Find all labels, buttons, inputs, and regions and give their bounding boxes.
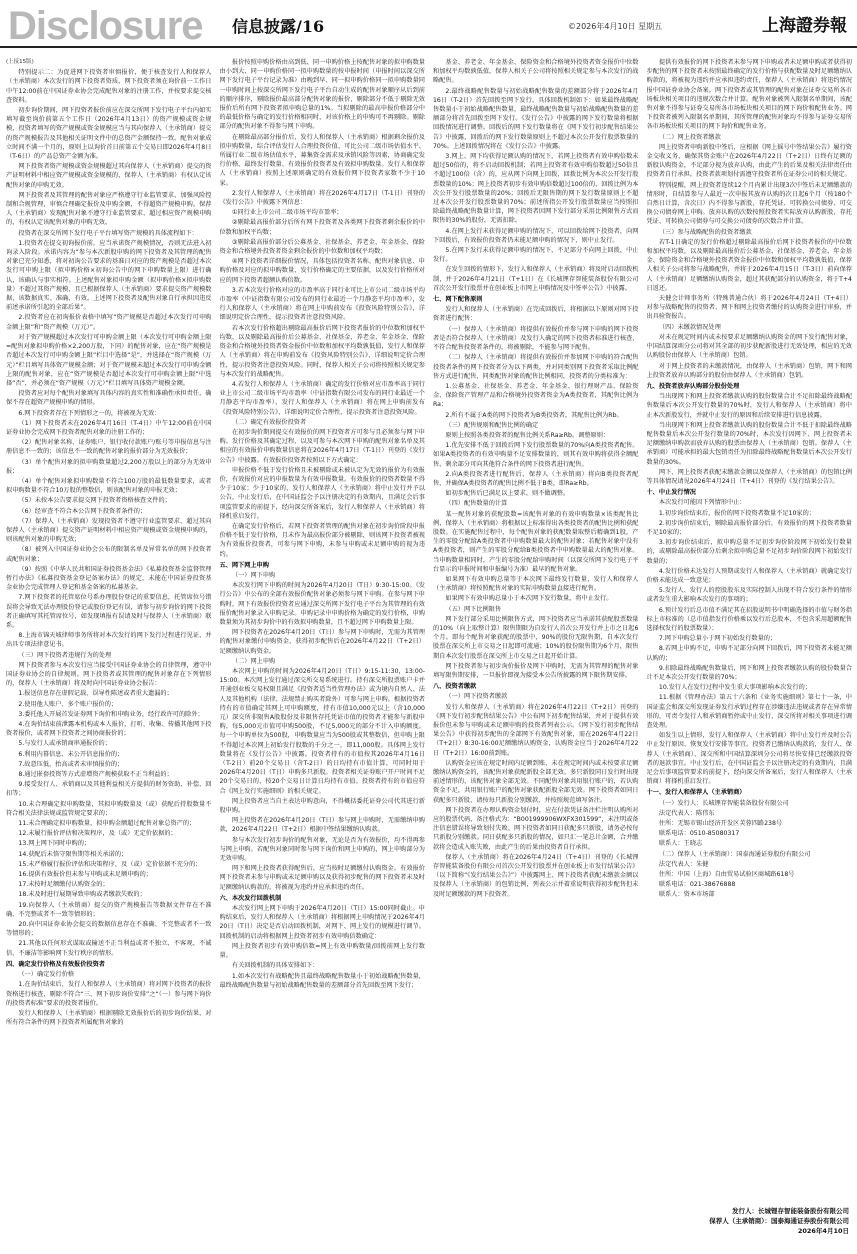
paragraph: 1.报送信息存在虚假记载、误导性陈述或者重大遗漏的；	[18, 690, 173, 698]
paragraph: 法定代表人：陈伟东	[658, 809, 715, 817]
paragraph: （二）网上申购	[231, 657, 276, 665]
paragraph: （7）保荐人（主承销商）发现投资者不遵守行业监管要求，超过其向保荐人（主承销商）提交资产证明材料中相应资产规模或资金规模申购的，则该配售对象的申购无效；	[6, 517, 212, 544]
paragraph: 本次发行网下申购的时间为2026年4月20日（T日）9:30-15:00。《发行公告》中公布的全部有效报价配售对象必须参与网下申购。在参与网下申购时，网下有效报价投资者应通过深交所网下发行电子平台为其管理的有效报价配售对象录入申购记录。申购记录中申购价格为确定的发行价格，申购数量须为其初步询价中的有效拟申购数量，且不超过网下申购数量上限。	[219, 582, 425, 626]
paragraph: 6.预计发行后总市值不满足其在招股说明书中明确选择的市值与财务指标上市标准的（总市值指发行价格乘以发行后总股本，不包含采用超额配售选择权发行的股票数量）；	[646, 606, 852, 632]
paragraph: 原则上按照各类投资者的配售比例关系Ra≥Rb。调整原则：	[445, 431, 610, 439]
paragraph: 特别提示二：为促进网下投资者审慎报价，便于核查发行人和保荐人（主承销商）本次发行的网下投资者资质，网下投资者须在询价前一工作日中午12:00前在中国证券业协会完成配售对象的注册工作，并按要求提交核查资料。	[6, 69, 212, 104]
paragraph: 在初步询价期间提交有效报价的网下投资者方可参与且必须参与网下申购。发行价格及其确定过程，以及可参与本次网下申购的配售对象名单及其相应的有效报价申购数量信息将在2026年4月17日（T-1日）刊登的《发行公告》中披露。有效报价投资者按照以下方式确定：	[219, 428, 425, 464]
paragraph: 19.向保荐人（主承销商）提交的资产规模报告等数据文件存在不准确、不完整或者不一致等情形的；	[6, 901, 212, 918]
paragraph: 联系人：资本市场部	[658, 891, 715, 899]
paragraph: 对于资产规模超过本次发行可申购金额上限（本次发行可申购金额上限=配售对象拟申购价格×2,200万股，下同）的配售对象，应在“资产规模是否超过本次发行可申购金额上限”栏目中选择“是”，并选择在“资产规模（万元）”栏目填写具体资产规模金额；对于资产规模未超过本次发行可申购金额上限的配售对象，应在“资产规模是否超过本次发行可申购金额上限”中选择“否”，并必须在“资产规模（万元）”栏目填写具体资产规模金额。	[6, 333, 212, 387]
paragraph: ②剔除最高报价部分后所有网下投资者及各类网下投资者剩余报价的中位数和加权平均数；	[219, 219, 425, 236]
paragraph: 9.扣除最终战略配售数量后，网下和网上投资者缴款认购的股份数量合计不足本次公开发行数量的70%；	[646, 664, 852, 681]
paragraph: 法定代表人：朱健	[658, 860, 709, 868]
paragraph: 10.未合理确定拟申购数量，其拟申购数量及（或）获配后持股数量不符合相关法律法规或监管规定要求的；	[6, 800, 212, 817]
paragraph: 本次发行网上网下申购于2026年4月20日（T日）15:00同时截止。申购结束后，发行人和保荐人（主承销商）将根据网上申购情况于2026年4月20日（T日）决定是否启动回拨机制，对网下、网上发行的规模进行调节。回拨机制的启动将根据网上投资者初步有效申购倍数确定：	[219, 905, 425, 940]
paragraph: （一）保荐人（主承销商）将提供有效报价并参与网下申购的网下投资者是否符合保荐人（主承销商）及发行人确定的网下投资者标准进行核查，不符合配售投资者条件的，将被剔除，不能参与网下配售。	[433, 325, 639, 352]
paragraph: 2.所有不属于A类的网下投资者为B类投资者，其配售比例为Rb。	[445, 411, 623, 419]
paragraph: 网下和网上投资者获得配售后，应当按时足额缴付认购资金。有效报价网下投资者未参与申购或未足额申购以及获得初步配售的网下投资者未及时足额缴纳认购款的，将被视为违约并应承担违约责任。	[219, 865, 425, 891]
paragraph: 18.未及时进行展期导致申购或者缴款失败的；	[18, 891, 146, 899]
paragraph: 8.上海市锦天城律师事务所将对本次发行的网下发行过程进行见证，并出具专项法律意见书。	[6, 632, 212, 649]
paragraph: （一）发行人：长城锂存智能装备股份有限公司	[658, 799, 789, 807]
paragraph: 4.在询价结束前泄露本机构或本人报价，打听、收集、传播其他网下投资者报价，或者网下投资者之间协商报价的；	[6, 721, 212, 738]
paragraph: 2.投资者应在初询报价表格中填写“资产规模是否超过本次发行可申购金额上限”和“资产规模（万元）”。	[6, 314, 212, 331]
paragraph: 住所：中国（上海）自由贸易试验区商城路618号	[658, 871, 795, 879]
column-2	[220, 58, 426, 1236]
paragraph: 1.公募基金、社保基金、养老金、年金基金、银行理财产品、保险资金、保险资产管理产品和合格境外投资者资金为A类投资者，其配售比例为Ra；	[433, 382, 639, 409]
paragraph: 对于网上投资者的未缴款情况，由保荐人（主承销商）包销，网下和网上投资者放弃认购部分的股份由保荐人（主承销商）包销。	[646, 362, 852, 379]
paragraph: 21.其他以任何形式谋取或输送不正当利益或者不独立、不客观、不诚信、不廉洁等影响网下发行秩序的情形。	[6, 940, 212, 957]
section-heading: 十一、发行人和保荐人（主承销商）	[646, 789, 746, 797]
paragraph: （6）经审查不符合本公告网下投资者条件的；	[18, 507, 147, 515]
paragraph: 投资者应对每个配售对象填写具体内容的真实性和准确性承担责任，确保不存在超资产规模申购的情形。	[6, 390, 212, 407]
paragraph: 基金、养老金、年金基金、保险资金和合格境外投资者资金报价中位数和加权平均数孰低值，保荐人相关子公司将按照相关规定参与本次发行的战略配售。	[433, 59, 639, 85]
paragraph: 网下、网上投资者获配未缴款金额以及保荐人（主承销商）的包销比例等具体情况请见2026年4月24日（T+4日）刊登的《发行结果公告》。	[646, 468, 852, 485]
paragraph: 16.提供有效报价但未参与申购或未足额申购的；	[18, 871, 152, 879]
paragraph: 2.最终战略配售数量与初始战略配售数量的差额部分将于2026年4月16日（T-2日）首先回拨至网下发行，具体回拨机制如下：如果最终战略配售数量小于初始战略配售数量，最终战略配售数量与初始战略配售数量的差额部分将首先回拨至网下发行。《发行公告》中披露的网下发行数量将根据回拨情况进行调整。回拨后的网下发行数量将在《网下发行初步配售结果公告》中披露，回拨后的网下发行数量原则上不超过本次公开发行股票数量的70%。上述回拨情况将在《发行公告》中披露。	[433, 87, 639, 150]
paragraph: 天健会计师事务所（特殊普通合伙）将于2026年4月24日（T+4日）对参与战略配售的投资者、网下和网上投资者缴付的认购资金进行审验，并出具验资报告。	[646, 295, 852, 321]
brand-wordmark: Disclosure	[8, 4, 203, 48]
paragraph: （三）参与战略配售的投资者缴款	[658, 228, 752, 236]
paragraph: ④网下投资者详细报价情况，具体包括投资者名称、配售对象信息、申购价格及对应的拟申购数量、发行价格确定的主要依据，以及发行价格所对应的网下投资者超额认购倍数。	[219, 258, 425, 284]
paragraph: 对未在规定时间内或未按要求足额缴纳认购资金的网下发行配售对象，中国结算深圳分公司将对其全部的初步获配新股进行无效处理，相应的无效认购股份由保荐人（主承销商）包销。	[646, 333, 852, 360]
paragraph: （四）未缴款情况处理	[658, 323, 721, 331]
paragraph: 14.获配后未恪守限售期等相关承诺的；	[18, 850, 128, 858]
paragraph: 网上投资者在2026年4月20日（T日）参与网上申购时，无需缴纳申购款，2026年4月22日（T+2日）根据中签结果缴纳认购款。	[219, 817, 425, 834]
paragraph: 10.发行人在发行过程中发生重大事项影响本次发行的；	[658, 684, 812, 692]
underwriter-signature: 保荐人（主承销商）：国泰海通证券股份有限公司	[709, 1217, 849, 1225]
paragraph: 网下发行部分采用比例限售方式，网下投资者应当承诺其获配股票数量的10%（向上取整计算）限售期限为自发行人首次公开发行并上市之日起6个月。即每个配售对象获配的股票中，90%的股份无限售期，自本次发行股票在深交所上市交易之日起即可流通；10%的股份限售期为6个月，限售期自本次发行股票在深交所上市交易之日起开始计算。	[433, 615, 639, 660]
section-heading: 七、网下配售原则	[433, 296, 483, 304]
paragraph: 4.若发行人和保荐人（主承销商）确定的发行价格对应市盈率高于同行业上市公司二级市场平均市盈率（中证指数有限公司发布的同行业最近一个月静态平均市盈率），发行人和保荐人（主承销商）将在网上申购前发布《投资风险特别公告》，详细说明定价合理性，提示投资者注意投资风险。	[219, 380, 425, 416]
paragraph: 5.发行人、发行人的控股股东及实际控制人出现不符合发行条件的情形或者发生重大影响本次发行的事项的；	[646, 587, 852, 604]
paragraph: （二）保荐人（主承销商）：国泰海通证券股份有限公司	[658, 850, 811, 858]
paragraph: 2.发行人和保荐人（主承销商）将在2026年4月17日（T-1日）刊登的《发行公告》中披露下列信息：	[219, 189, 425, 207]
paragraph: （5）未按本公告要求提交网下投资者资格核查文件的；	[18, 497, 171, 505]
paragraph: （二）确定有效报价投资者	[231, 418, 307, 426]
paragraph: 在剔除最高部分报价后，发行人和保荐人（主承销商）根据剩余报价及拟申购数量，综合评估发行人合理投资价值、可比公司二级市场估值水平、所属行业二级市场估值水平、募集资金需求及承销风险等因素，协商确定发行价格、最终发行数量、有效报价投资者及有效拟申购数量。发行人和保荐人（主承销商）按照上述原则确定的有效报价网下投资者家数不少于10家。	[219, 133, 425, 187]
paragraph: 如发生以上情形，发行人和保荐人（主承销商）将中止发行并及时公告中止发行原因、恢复发行安排等事宜。投资者已缴纳认购款的，发行人、保荐人（主承销商）、深交所和中国结算深圳分公司将尽快安排已经缴款投资者的退款事宜。中止发行后，在中国证监会予以注册决定的有效期内，且满足会后事项监管要求的前提下，经向深交所备案后，发行人和保荐人（主承销商）将择机重启发行。	[646, 732, 852, 786]
column-3	[433, 58, 639, 1236]
paragraph: 8.通过嵌套投资等方式虚增资产规模获取不正当利益的；	[18, 771, 173, 779]
paragraph: 联系电话：0510-85080317	[658, 830, 740, 838]
paragraph: 住所：无锡市锡山经济开发区芙蓉四路238号	[658, 820, 783, 828]
paragraph: 7.网下申购总量小于网下初始发行数量的；	[658, 635, 777, 643]
paragraph: 网下投资者在2026年4月20日（T日）参与网下申购时，无需为其管理的配售对象缴付申购资金，获得初步配售后在2026年4月22日（T+2日）足额缴纳认购资金。	[219, 629, 425, 655]
paragraph: 网下投资者在办理认购资金划付时，应在付款凭证备注栏注明认购所对应的股票代码，备注格式为：“B001999906WXFX301599”，未注明或备注信息错误将导致划付失败。网下投资者如同日获配多只新股，请务必按每只新股分别缴款。同日获配多只新股的情况，如只汇一笔总计金额，合并缴款将会造成入账失败，由此产生的后果由投资者自行承担。	[433, 806, 639, 851]
paragraph: 12.未履行报价评估和决策程序，及（或）无定价依据的；	[18, 830, 177, 838]
paragraph: 联系电话：021-38676888	[658, 881, 736, 889]
paragraph: 本次网上申购的时间为2026年4月20日（T日）9:15-11:30，13:00-15:00。本次网上发行通过深交所交易系统进行。持有深交所股票账户卡并开通创业板交易权限且满足《投资者适当性管理办法》或为境内自然人、法人及其他机构（法律、法规禁止购买者除外）可参与网上申购。根据投资者持有的市值确定其网上可申购额度，持有市值10,000元以上（含10,000元）深交所非限售A股股份及非限售存托凭证市值的投资者才能参与新股申购，每5,000元市值可申购500股，不足5,000元的部分不计入申购额度。每一个申购单位为500股，申购数量应当为500股或其整数倍，但申购上限不得超过本次网上初始发行股数的千分之一，即11,000股。具体网上发行数量将在《发行公告》中披露。投资者持有的市值按其2026年4月16日（T-2日）前20个交易日（含T-2日）的日均持有市值计算，可同时用于2026年4月20日（T日）申购多只新股。投资者相关证券账户开户时间不足20个交易日的，按20个交易日计算日均持有市值。投资者持有的市值应符合《网上发行实施细则》的相关规定。	[219, 668, 425, 795]
section-heading: 五、网下网上申购	[219, 561, 269, 569]
paragraph: 网上投资者应当自主表达申购意向，不得概括委托证券公司代其进行新股申购。	[219, 797, 425, 815]
paragraph: 网下投资者参与本次发行应当接受中国证券业协会的自律管理，遵守中国证券业协会的自律规则。网下投资者或其管理的配售对象存在下列情形的，保荐人（主承销商）将及时向中国证券业协会报告：	[6, 661, 212, 688]
paragraph: （9）按照《中华人民共和国证券投资基金法》《私募投资基金监督管理暂行办法》《私募投资基金登记备案办法》的规定，未能在中国证券投资基金业协会完成管理人登记和基金备案的私募基金。	[6, 565, 212, 592]
paragraph: 参与本次发行初步询价的配售对象，无论是否为有效报价，均不得再参与网上申购。若配售对象同时参与网下询价和网上申购的，网上申购部分为无效申购。	[219, 836, 425, 863]
signature-block	[649, 1206, 849, 1236]
paragraph: 5.与发行人或承销商串通报价的；	[18, 740, 111, 748]
paragraph: 9.接受发行人、承销商以及其他利益相关方提供的财务资助、补偿、回扣等；	[6, 781, 212, 798]
paragraph: 17.未按时足额缴付认购资金的；	[18, 881, 109, 889]
paragraph: 5.在网下发行未获得足额申购的情况下，不足部分不向网上回拨，中止发行。	[433, 247, 639, 264]
paragraph: 若T-1日确定的发行价格超过剔除最高报价后网下投资者报价的中位数和加权平均数，以及剔除最高报价后公募基金、社保基金、养老金、年金基金、保险资金和合格境外投资者资金报价中位数和加权平均数孰低值，保荐人相关子公司将参与战略配售，并将于2026年4月15日（T-3日）前向保荐人（主承销商）足额缴纳认购资金，超过其获配部分的认购资金，将于T+4日返还。	[646, 238, 852, 292]
paragraph: （四）配售数量的计算	[445, 500, 508, 508]
paragraph: 若本次发行价格超出剔除最高报价后网下投资者报价的中位数和加权平均数，以及剔除最高报价后公募基金、社保基金、养老金、年金基金、保险资金和合格境外投资者资金报价中位数和加权平均数孰低值，发行人和保荐人（主承销商）将在申购前发布《投资风险特别公告》，详细说明定价合理性，提示投资者注意投资风险。同时，保荐人相关子公司将按照相关规定参与本次发行的战略配售。	[219, 324, 425, 378]
section-heading: 八、投资者缴款	[433, 683, 477, 691]
paragraph: 保荐人（主承销商）将在2026年4月24日（T+4日）刊登的《长城锂存智能装备股份有限公司首次公开发行股票并在创业板上市发行结果公告》（以下简称“《发行结果公告》”）中披露网上、网下投资者获配未缴款金额以及保荐人（主承销商）的包销比例，列表公示并着重说明获得初步配售但未及时足额缴款的网下投资者。	[433, 853, 639, 898]
paragraph: 11.根据《管理办法》第五十六条和《业务实施细则》第七十一条，中国证监会和深交所发现证券发行承销过程存在涉嫌违法违规或者存在异常情形的，可责令发行人和承销商暂停或中止发行，深交所将对相关事项进行调查处理。	[646, 694, 852, 730]
paragraph: 本次发行可能因下列情形中止：	[658, 499, 746, 507]
paragraph: 如果网下有效申购总量小于本次网下发行数量，将中止发行。	[445, 595, 613, 603]
paragraph: 网上投资者申购新股中签后，应根据《网上摇号中签结果公告》履行资金交收义务，确保其资金账户在2026年4月22日（T+2日）日终有足额的新股认购资金，不足部分视为放弃认购，由此产生的后果及相关法律责任由投资者自行承担。投资者款项划付需遵守投资者所在证券公司的相关规定。	[646, 143, 852, 179]
paragraph: （二）网上投资者缴款	[658, 133, 721, 141]
paragraph: 3.若本次发行价格对应的市盈率高于同行业可比上市公司二级市场平均市盈率（中证指数有限公司发布的同行业最近一个月静态平均市盈率），发行人和保荐人（主承销商）将在网上申购前发布《投资风险特别公告》，详细说明定价合理性，提示投资者注意投资风险。	[219, 286, 425, 322]
section-heading: 六、本次发行回拨机制	[219, 894, 282, 902]
paragraph: 提供有效报价的网下投资者未参与网下申购或者未足额申购或者获得初步配售的网下投资者未按照最终确定的发行价格与获配数量及时足额缴纳认购款的，将被视为违约并应承担违约责任，保荐人（主承销商）将违约情况报中国证券业协会备案。网下投资者或其管理的配售对象在证券交易所各市场板块相关项目的违规次数合并计算。配售对象被列入限制名单期间，该配售对象不得参与证券交易所各市场板块相关项目的网下询价和配售业务。网下投资者被列入限制名单期间，其所管理的配售对象均不得参与证券交易所各市场板块相关项目的网下询价和配售业务。	[646, 59, 852, 131]
article-columns	[6, 58, 852, 1236]
paragraph: 投资者在深交所网下发行电子平台填写资产规模的具体流程如下：	[18, 229, 198, 237]
paragraph: 报价按照申购价格由高到低、同一申购价格上按配售对象的拟申购数量由小到大、同一申购价格同一拟申购数量的按申报时间（申报时间以深交所网下发行电子平台记录为准）由晚到早、同一拟申购价格同一拟申购数量同一申购时间上按深交所网下发行电子平台自动生成的配售对象顺序从后到前的顺序排序，剔除报价最高部分配售对象的报价，剔除部分不低于剔除无效报价后所有网下投资者拟申购总量的1%。当拟剔除的最高申报价格部分中的最低价格与确定的发行价格相同时，对该价格上的申购可不再剔除。剔除部分的配售对象不得参与网下申购。	[219, 59, 425, 131]
paragraph: 2.初步询价结束后，剔除最高报价部分后，有效报价的网下投资者数量不足10家的；	[646, 519, 852, 536]
paragraph: 联系人：王晓志	[658, 840, 703, 848]
paragraph: 7.故意压低、抬高或者未审慎报价的；	[18, 760, 124, 768]
paragraph: （1）网下投资者未在2026年4月16日（T-4日）中午12:00前在中国证券业协会完成网下投资者配售对象的注册工作的；	[6, 419, 212, 436]
paragraph: 6.利用内幕信息、未公开信息报价的；	[18, 750, 124, 758]
paragraph: （五）网下比例限售	[445, 605, 502, 613]
section-heading: 九、投资者放弃认购部分股份处理	[646, 382, 740, 390]
newspaper-logo: 上海證券報	[762, 16, 847, 36]
paragraph: （3）单个配售对象的拟申购数量超过2,200万股以上的部分为无效申报；	[6, 458, 212, 475]
section-heading: 四、确定发行价格及有效报价投资者	[6, 960, 105, 968]
section-title: 信息披露/16	[232, 17, 325, 36]
paragraph: （二）保荐人（主承销商）将提供有效报价并参加网下申购的符合配售投资者条件的网下投资者分为以下两类，并对同类别网下投资者采取比例配售方式进行配售，同类配售对象的配售比例相同，投资者的分类标准为：	[433, 354, 639, 380]
paragraph: 1.优先安排不低于回拨后网下发行股票数量的70%向A类投资者配售。如果A类投资者的有效申购量不足安排数量的，则其有效申购将获得全额配售，剩余部分可向其他符合条件的网下投资者进行配售。	[433, 442, 639, 468]
column-1	[6, 58, 212, 1236]
paragraph: 当出现网下和网上投资者缴款认购的股份数量合计不足扣除最终战略配售数量后本次公开发行数量的70%时，发行人和保荐人（主承销商）将中止本次新股发行，并就中止发行的原因和后续安排进行信息披露。	[646, 393, 852, 419]
paragraph: 3.委托他人开展首发证券网下询价和申购业务，经行政许可的除外；	[18, 710, 204, 718]
paragraph: 在确定发行价格后，若网下投资者管理的配售对象在初步询价阶段申报价格不低于发行价格，且未作为最高报价部分被剔除，则该网下投资者被视为有效报价投资者，可参与网下申购，未参与申购或未足额申购的视为违约。	[219, 522, 425, 558]
paragraph: 20.向中国证券业协会提交的数据信息存在不准确、不完整或者不一致等情形的；	[6, 921, 212, 938]
paragraph: 发行人和保荐人（主承销商）在完成回拨后，将根据以下原则对网下投资者进行配售：	[433, 306, 639, 323]
issuer-signature: 发行人：长城锂存智能装备股份有限公司	[732, 1207, 849, 1215]
paragraph: （三）配售规则和配售比例的确定	[445, 421, 539, 429]
paragraph: 1.如本次发行有战略配售且最终战略配售数量小于初始战略配售数量，最终战略配售数量与初始战略配售数量的差额部分首先回拨至网下发行；	[219, 972, 425, 989]
paragraph: （一）网下申购	[231, 571, 276, 579]
column-4	[647, 58, 853, 1236]
paragraph: (上接15版)	[6, 59, 34, 65]
paragraph: 认购资金应该在规定时间内足额到账，未在规定时间内或未按要求足额缴纳认购资金的，该配售对象获配新股全部无效。多只新股同日发行时出现前述情形的，该配售对象全部无效。不同配售对象共用银行账户的，若认购资金不足，共用银行账户的配售对象获配新股全部无效。网下投资者如同日获配多只新股，请按每只新股分别缴款，并按照规范填写备注。	[433, 759, 639, 804]
signature-date: 2026年4月10日	[797, 1227, 849, 1235]
paragraph: 2.使用他人账户、多个账户报价的；	[18, 700, 118, 708]
paragraph: 8.若网上申购不足，申购不足部分向网下回拨后，网下投资者未能足额认购的；	[646, 645, 852, 662]
paragraph: （2）配售对象名称、证券账户、银行收付款账户/账号等申报信息与注册信息不一致的；该信息不一致的配售对象的报价部分为无效报价；	[6, 439, 212, 456]
paragraph: 网下投资者及其管理的配售对象应严格遵守行业监管要求，加强风险控制和合规管理，审慎合理确定报价及申购金额，不得超资产规模申购。保荐人（主承销商）发现配售对象不遵守行业监管要求、超过相应资产规模申购的，有权认定该配售对象的申购无效。	[6, 191, 212, 227]
masthead	[0, 0, 857, 48]
paragraph: （8）被列入中国证券业协会公布的限制名单及异常名单的网下投资者或配售对象；	[6, 546, 212, 563]
paragraph: ①同行业上市公司二级市场平均市盈率；	[231, 209, 343, 217]
paragraph: 4.发行价格未达发行人预期或发行人和保荐人（主承销商）就确定发行价格未能达成一致意见；	[646, 567, 852, 584]
paragraph: 1.在询价结束后，发行人和保荐人（主承销商）将对网下投资者的报价资格进行核查，剔除不符合“三、网下初步询价安排”之“（一）参与网下询价的投资者标准”要求的投资者报价。	[6, 981, 212, 1007]
paragraph: 申报价格不低于发行价格且未被剔除或未被认定为无效的报价为有效报价，有效报价对应的申报数量为有效申报数量。有效报价的投资者数量不得少于10家；少于10家的，发行人和保荐人（主承销商）将中止发行并予以公告，中止发行后，在中国证监会予以注册决定的有效期内，且满足会后事项监管要求的前提下，经向深交所备案后，发行人和保荐人（主承销商）将择机重启发行。	[219, 466, 425, 520]
paragraph: 发行人和保荐人（主承销商）将在2026年4月22日（T+2日）刊登的《网下发行初步配售结果公告》中公布网下初步配售结果，并对于提供有效报价但未参与申购或未足额申购的投资者列表公示。《网下发行初步配售结果公告》中获得初步配售的全部网下有效配售对象，需在2026年4月22日（T+2日）8:30-16:00足额缴纳认购资金，认购资金应当于2026年4月22日（T+2日）16:00前到账。	[433, 703, 639, 757]
paragraph: 如果网下有效申购总量等于本次网下最终发行数量，发行人和保荐人（主承销商）将按照配售对象的实际申购数量直接进行配售。	[433, 575, 639, 593]
paragraph: 13.网上网下同时申购的；	[18, 840, 91, 848]
paragraph: 网下投资者参与初步询价报价及网下申购时，无需为其管理的配售对象填写限售期安排，一旦报价即视为接受本公告所披露的网下限售期安排。	[433, 662, 639, 679]
paragraph: （一）网下投资者缴款	[445, 693, 508, 701]
paragraph: 初步询价期间，网下投资者报价前应在深交所网下发行电子平台内如实填写截至询价前第五个工作日（2026年4月13日）的资产规模或资金规模，投资者填写的资产规模或资金规模应当与其向保荐人（主承销商）提交的资产规模报告及其他相关证明文件中的总资产金额保持一致。配售对象成立时间不满一个月的，原则上以询价首日前第五个交易日即2026年4月8日（T-6日）的产品总资产金额为准。	[6, 107, 212, 161]
paragraph: 15.未严格履行报价评估和决策程序，及（或）定价依据不充分的；	[18, 860, 202, 868]
paragraph: 某一配售对象的获配股数=该配售对象的有效申购数量×该类配售比例，保荐人（主承销商）将根据以上标准得出各类投资者的配售比例和获配股数。在实施配售过程中，每个配售对象的获配数量取整后精确到1股，产生的零股分配给A类投资者中申购数量最大的配售对象；若配售对象中没有A类投资者，则产生的零股分配给B类投资者中申购数量最大的配售对象。当申购数量相同时，产生的零股分配给申购时间（以深交所网下发行电子平台显示的申报时间和申报编号为准）最早的配售对象。	[433, 510, 639, 573]
paragraph: 发行人和保荐人（主承销商）根据剔除无效报价后的初步询价结果，对所有符合条件的网下投资者所属配售对象的	[6, 1009, 212, 1027]
paragraph: 有关回拨机制的具体安排如下：	[231, 962, 319, 970]
paragraph: 网下投资者资产规模或资金规模超过其向保荐人（主承销商）提交的资产证明材料中相应资产规模或资金规模的，保荐人（主承销商）有权认定该配售对象的申购无效。	[6, 163, 212, 189]
paragraph: 1.初步询价结束后，报价的网下投资者数量不足10家的；	[658, 509, 815, 517]
paragraph: （三）网下投资者违规行为的处理	[18, 651, 112, 659]
paragraph: 如初步配售后已满足以上要求，则不做调整。	[445, 490, 570, 498]
paragraph: （一）确定发行价格	[18, 971, 75, 979]
paragraph: 3.初步询价结束后，拟申购总量不足初步询价阶段网下初始发行数量的，或剔除最高报价部分后剩余拟申购总量不足初步询价阶段网下初始发行数量的；	[646, 539, 852, 565]
paragraph: 7.网下投资者的托管席位号系办理股份登记的重要信息，托管席位号错误将会导致无法办理股份登记或股份登记有误，请参与初步询价的网下投资者正确填写其托管席位号，如发现填报有误请及时与保荐人（主承销商）联系。	[6, 594, 212, 629]
paragraph: ③剔除最高报价部分后公募基金、社保基金、养老金、年金基金、保险资金和合格境外投资者资金剩余报价的中位数和加权平均数；	[219, 238, 425, 256]
paragraph: （4）单个配售对象拟申购数量不符合100万股的最低数量要求，或者拟申购数量不符合10万股的整数倍，则该配售对象的申报无效；	[6, 477, 212, 495]
paragraph: 2.向A类投资者进行配售后，保荐人（主承销商）将向B类投资者配售，并确保A类投资者的配售比例不低于B类，即Ra≥Rb。	[433, 470, 639, 487]
paragraph: 3.网上、网下均获得足额认购的情况下，若网上投资者有效申购倍数未超过50倍的，将不启动回拨机制；若网上投资者有效申购倍数超过50倍且不超过100倍（含）的，应从网下向网上回拨，回拨比例为本次公开发行股票数量的10%；网上投资者初步有效申购倍数超过100倍的，回拨比例为本次公开发行股票数量的20%；回拨后无限售期的网下发行数量原则上不超过本次公开发行股票数量的70%；前述所指公开发行股票数量应当按照扣除最终战略配售数量计算，网下投资者因网下发行部分采用比例限售方式而限售的30%的股份，无需扣除。	[433, 153, 639, 225]
paragraph: 11.未合理确定拟申购数量，拟申购金额超过配售对象总资产的；	[18, 820, 196, 828]
paragraph: 6.网下投资者存在下列情形之一的，将被视为无效：	[18, 409, 161, 417]
section-heading: 十、中止发行情况	[646, 489, 696, 497]
paragraph: 网上投资者初步有效申购倍数=网上有效申购数量/回拨前网上发行数量。	[219, 942, 425, 960]
paragraph: 1.投资者在提交初询报价前，应当承诺资产规模情况，否则无法进入初询录入阶段。承诺内容为“参与本次新股申购的网下投资者及其管理的配售对象已充分知悉，将对初询公告要求的基准日对应的资产规模是否超过本次发行可申购上限（拟申购价格×初询公告中的网下申购数量上限）进行确认，该确认与事实相符。上述配售对象拟申购金额（拟申购价格×拟申购数量）不超过其资产规模，且已根据保荐人（主承销商）要求提交资产规模数据，该数据真实、准确、有效。上述网下投资者及配售对象自行承担因违反前述承诺所引起的全部后果”。	[6, 239, 212, 312]
paragraph: 4.在网上发行未获得足额申购的情况下，可以回拨给网下投资者，向网下回拨后，有效报价投资者仍未能足额申购的情况下，则中止发行。	[433, 227, 639, 244]
paragraph: 在发生回拨的情形下，发行人和保荐人（主承销商）将及时启动回拨机制，并于2026年4月21日（T+1日）在《长城锂存智能装备股份有限公司首次公开发行股票并在创业板上市网上申购情况及中签率公告》中披露。	[433, 266, 639, 292]
paragraph: 特别提醒，网上投资者连续12个月内累计出现3次中签后未足额缴款的情形时，自结算参与人最近一次申报其放弃认购的次日起6个月（按180个自然日计算，含次日）内不得参与新股、存托凭证、可转换公司债券、可交换公司债券网上申购。放弃认购的次数按照投资者实际放弃认购新股、存托凭证、可转换公司债券与可交换公司债券的次数合并计算。	[646, 181, 852, 226]
paragraph: 当出现网下和网上投资者缴款认购的股份数量合计不低于扣除最终战略配售数量后本次公开发行数量的70%时，本次发行因网下、网上投资者未足额缴纳申购款而放弃认购的股票由保荐人（主承销商）包销。保荐人（主承销商）可能承担的最大包销责任为扣除最终战略配售数量后本次公开发行数量的30%。	[646, 421, 852, 466]
issue-date: ©2026年4月10日 星期五	[568, 22, 663, 31]
